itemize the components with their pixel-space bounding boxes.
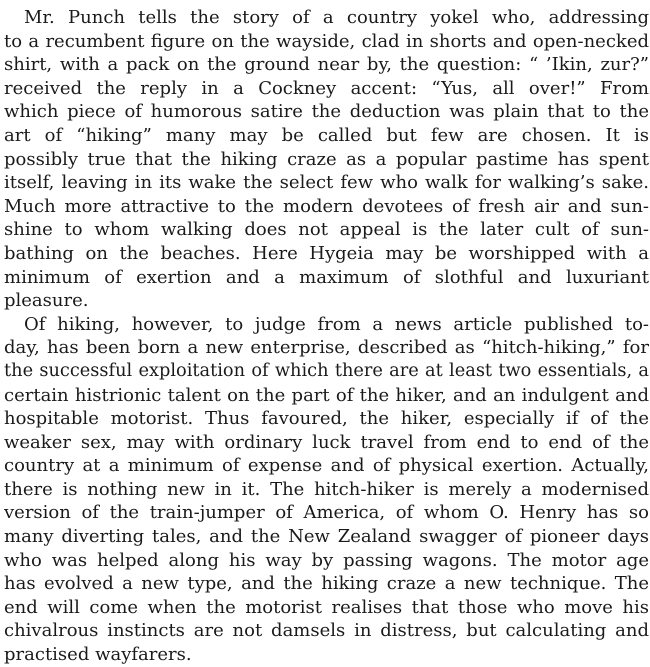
text-line: version of the train-jumper of America, of whom O. Henry has so [4, 502, 649, 524]
text-line: has evolved a new type, and the hiking craze a new technique. The [4, 573, 649, 595]
paragraph-1 [4, 6, 649, 313]
text-line: Much more attractive to the modern devotees of fresh air and sun- [4, 195, 649, 217]
text-line: many diverting tales, and the New Zealand swagger of pioneer days [4, 526, 649, 548]
text-line: received the reply in a Cockney accent: “Yus, all over!” From [4, 77, 649, 99]
text-line: hospitable motorist. Thus favoured, the hiker, especially if of the [4, 408, 649, 430]
text-line: chivalrous instincts are not damsels in distress, but calculating and [4, 620, 649, 642]
text-line: to a recumbent figure on the wayside, clad in shorts and open-necked [4, 30, 649, 52]
text-line: certain histrionic talent on the part of the hiker, and an indulgent and [4, 384, 649, 406]
text-line: practised wayfarers. [4, 644, 192, 666]
text-line: Of hiking, however, to judge from a news article published to- [24, 313, 649, 335]
text-line: Mr. Punch tells the story of a country yokel who, addressing [24, 7, 649, 28]
text-line: the successful exploitation of which there are at least two essentials, a [4, 360, 649, 381]
text-line: itself, leaving in its wake the select few who walk for walking’s sake. [4, 172, 649, 194]
text-line: there is nothing new in it. The hitch-hiker is merely a modernised [4, 478, 649, 500]
text-line: minimum of exertion and a maximum of slothful and luxuriant [4, 266, 649, 288]
text-line: which piece of humorous satire the deduction was plain that to the [4, 101, 649, 123]
text-line: who was helped along his way by passing wagons. The motor age [4, 549, 649, 571]
paragraph-2 [4, 313, 649, 667]
article-text [4, 6, 649, 667]
text-line: bathing on the beaches. Here Hygeia may be worshipped with a [4, 242, 649, 264]
text-line: shine to whom walking does not appeal is the later cult of sun- [4, 219, 649, 241]
text-line: shirt, with a pack on the ground near by, the question: “ ’Ikin, zur?” [4, 54, 649, 76]
text-line: possibly true that the hiking craze as a popular pastime has spent [4, 148, 649, 170]
text-line: day, has been born a new enterprise, described as “hitch-hiking,” for [4, 337, 649, 359]
text-line: art of “hiking” many may be called but few are chosen. It is [4, 124, 649, 146]
text-line: weaker sex, may with ordinary luck travel from end to end of the [4, 431, 649, 453]
text-line: pleasure. [4, 290, 89, 312]
text-line: country at a minimum of expense and of physical exertion. Actually, [4, 455, 649, 477]
text-line: end will come when the motorist realises that those who move his [4, 596, 649, 618]
